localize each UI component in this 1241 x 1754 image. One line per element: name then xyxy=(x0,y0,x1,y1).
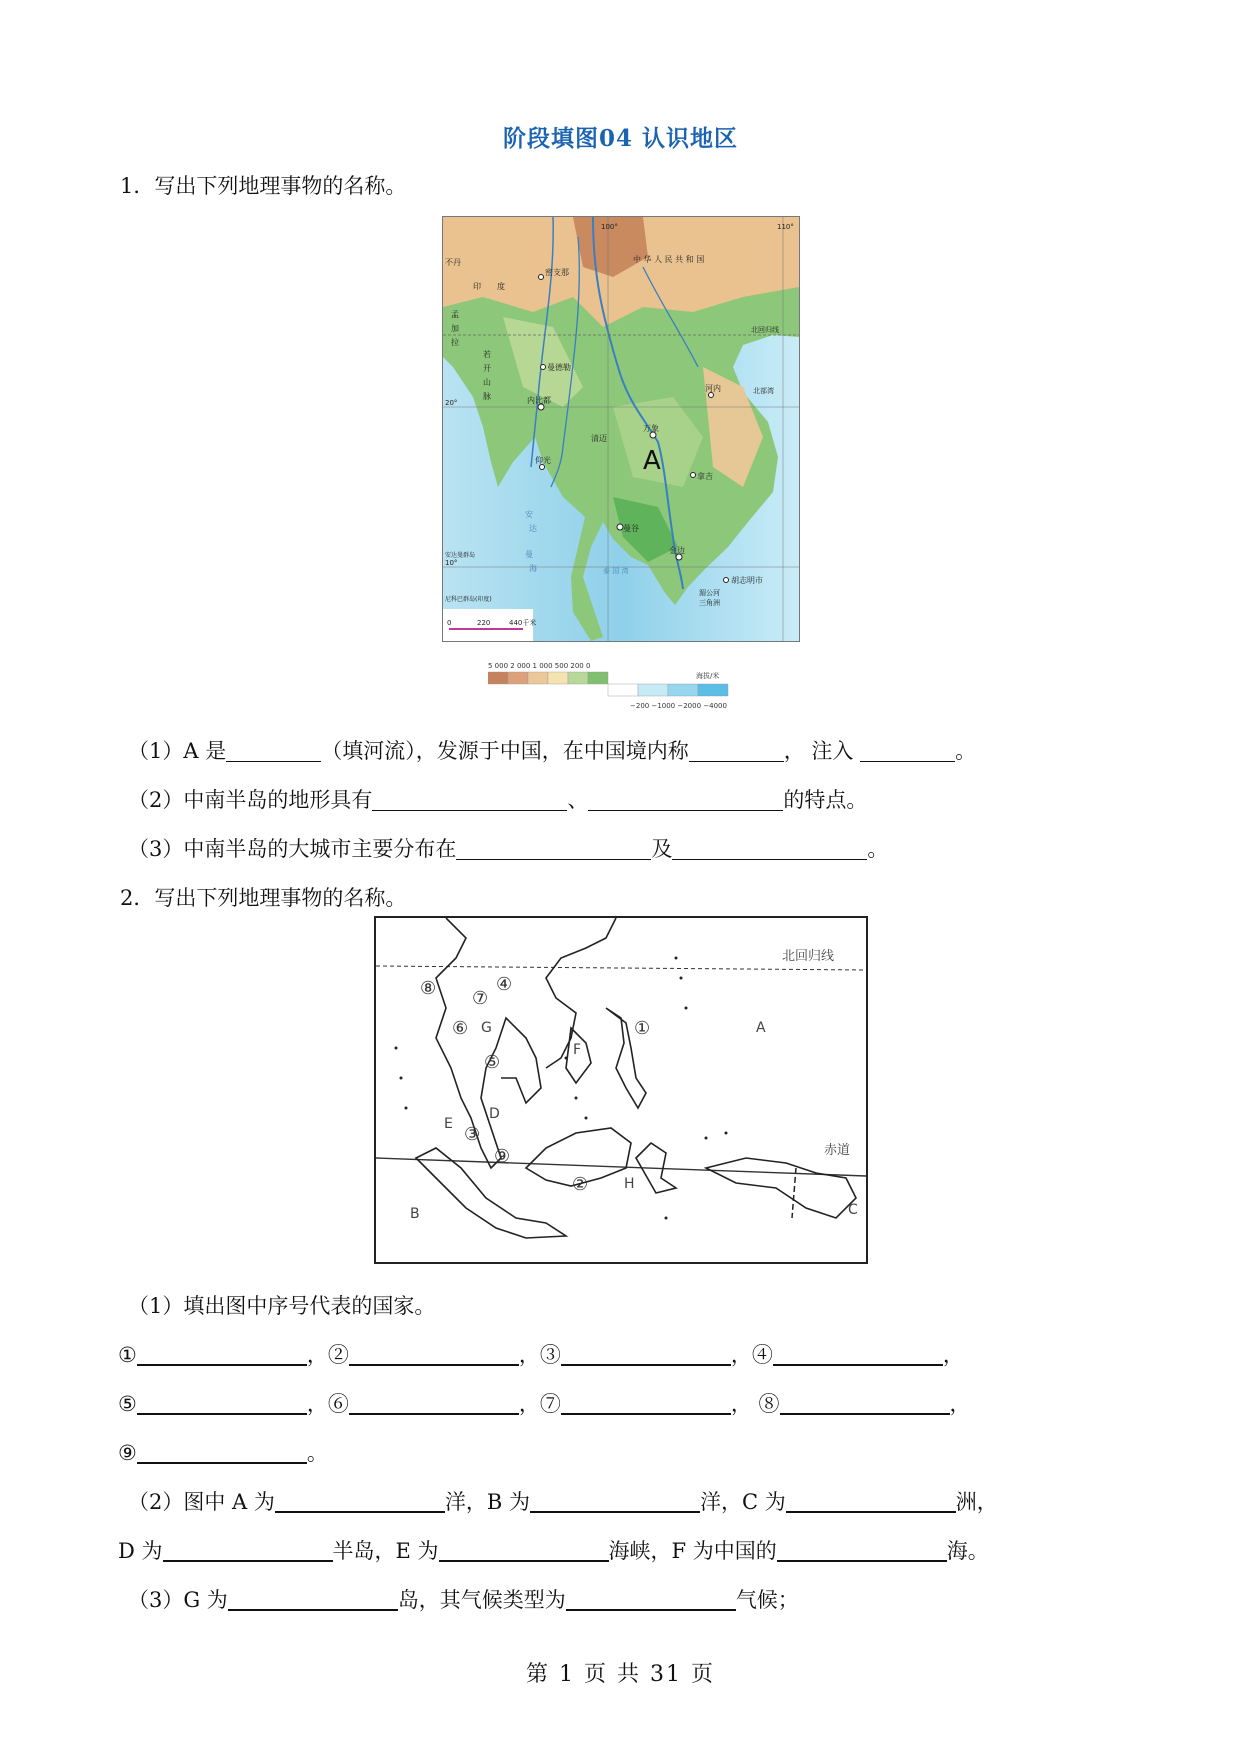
q2-row2-n7: ，⑦ xyxy=(518,1392,561,1416)
q1-sub2 xyxy=(128,786,867,814)
indochina-map-svg xyxy=(443,217,799,641)
legend-top-values: 5 000 2 000 1 000 500 200 0 xyxy=(488,662,591,670)
label-river-a: A xyxy=(643,446,661,476)
q1-sub3-text-c: 。 xyxy=(867,837,889,861)
q1-sub2-text-b: 、 xyxy=(567,788,589,812)
q1-heading: 1．写出下列地理事物的名称。 xyxy=(120,174,407,198)
q2-row1-n2: ，② xyxy=(306,1343,349,1367)
q2-blank-9[interactable] xyxy=(137,1440,307,1464)
coastlines xyxy=(416,918,856,1238)
q2-blank-peninsula-d[interactable] xyxy=(163,1538,333,1562)
q2-blank-8[interactable] xyxy=(780,1391,950,1415)
label-myitkyina: 密支那 xyxy=(545,268,569,277)
label-n4: ④ xyxy=(496,974,513,995)
q2-row2-n5: ⑤ xyxy=(118,1392,137,1416)
label-arakan4: 脉 xyxy=(483,392,491,401)
label-equator: 赤道 xyxy=(824,1143,851,1158)
q2-row1-end: ， xyxy=(942,1343,964,1367)
q2-row2 xyxy=(118,1390,971,1418)
q2-row2-end: ， xyxy=(949,1392,971,1416)
label-lon110: 110° xyxy=(777,223,794,231)
label-tonkin: 北部湾 xyxy=(753,387,774,395)
label-n7: ⑦ xyxy=(472,988,489,1009)
legend-svg xyxy=(488,660,758,710)
label-bangla3: 拉 xyxy=(451,338,459,347)
label-n1: ① xyxy=(634,1018,651,1039)
q2-blank-sea-f[interactable] xyxy=(777,1538,947,1562)
elevation-legend xyxy=(488,660,758,710)
legend-land-swatch xyxy=(488,672,508,684)
legend-unit: 海拔/米 xyxy=(696,672,720,680)
q2-part2b-text-a: D 为 xyxy=(118,1539,163,1563)
q2-blank-strait-e[interactable] xyxy=(439,1538,609,1562)
q2-row1-n3: ，③ xyxy=(518,1343,561,1367)
q2-part1: （1）填出图中序号代表的国家。 xyxy=(128,1294,436,1318)
label-sea-ad2: 达 xyxy=(529,524,537,533)
q2-part2a xyxy=(128,1488,998,1516)
label-n3: ③ xyxy=(464,1124,481,1145)
page-title: 阶段填图04 认识地区 xyxy=(502,125,738,152)
label-hcmc: 胡志明市 xyxy=(731,576,763,585)
label-gulf-thailand: 泰 国 湾 xyxy=(603,567,629,575)
q2-blank-5[interactable] xyxy=(137,1391,307,1415)
q1-sub2-blank-2[interactable] xyxy=(588,788,783,811)
label-pakse: 拿吉 xyxy=(697,472,713,481)
label-n8: ⑧ xyxy=(420,978,437,999)
q1-sub1-text-d: 。 xyxy=(955,739,977,763)
q2-row1 xyxy=(118,1341,964,1369)
southeast-asia-outline-map xyxy=(374,916,868,1264)
q2-row3-end: 。 xyxy=(306,1441,328,1465)
legend-land-swatch xyxy=(548,672,568,684)
label-bangla1: 孟 xyxy=(451,310,459,319)
q2-part2a-text-a: （2）图中 A 为 xyxy=(128,1490,275,1514)
q2-blank-ocean-b[interactable] xyxy=(530,1489,700,1513)
label-F: F xyxy=(573,1042,582,1058)
q2-row3 xyxy=(118,1439,328,1467)
q1-sub1-blank-china-name[interactable] xyxy=(689,739,784,762)
q1-sub1-blank-flows-into[interactable] xyxy=(860,739,955,762)
q1-sub2-blank-1[interactable] xyxy=(372,788,567,811)
label-n9: ⑨ xyxy=(494,1146,511,1167)
label-n6: ⑥ xyxy=(452,1018,469,1039)
q2-heading: 2．写出下列地理事物的名称。 xyxy=(120,886,407,910)
q1-sub1-text-b: （填河流），发源于中国，在中国境内称 xyxy=(321,739,689,763)
label-B: B xyxy=(410,1206,420,1222)
label-G: G xyxy=(481,1020,492,1036)
coast-new-guinea xyxy=(706,1158,856,1218)
q2-row3-n9: ⑨ xyxy=(118,1441,137,1465)
border-new-guinea xyxy=(792,1168,796,1218)
label-arakan2: 开 xyxy=(483,364,491,373)
q2-row1-n4: ，④ xyxy=(730,1343,773,1367)
q2-row2-n6: ，⑥ xyxy=(306,1392,349,1416)
label-D: D xyxy=(489,1106,500,1122)
label-andaman-islands: 安达曼群岛 xyxy=(445,552,476,559)
q2-part2b-text-d: 海。 xyxy=(946,1539,989,1563)
label-lat10: 10° xyxy=(445,559,458,567)
label-scale440: 440千米 xyxy=(509,619,537,627)
tropic-line xyxy=(376,966,866,970)
legend-sea-swatches xyxy=(608,684,728,696)
indochina-topographic-map xyxy=(442,216,800,642)
q2-row2-n8: ， ⑧ xyxy=(730,1392,780,1416)
legend-land-swatch xyxy=(568,672,588,684)
label-sea-ad4: 海 xyxy=(529,564,537,573)
q1-sub1-text-c: ， 注入 xyxy=(783,739,854,763)
label-india1: 印 xyxy=(473,282,481,291)
q2-blank-1[interactable] xyxy=(137,1342,307,1366)
label-chiangmai: 清迈 xyxy=(591,434,607,443)
q1-sub1-text-a: （1）A 是 xyxy=(128,739,227,763)
q1-sub3-text-a: （3）中南半岛的大城市主要分布在 xyxy=(128,837,457,861)
legend-bottom-values: −200 −1000 −2000 −4000 xyxy=(630,702,727,710)
mandalay-dot xyxy=(541,365,546,370)
label-n5: ⑤ xyxy=(484,1052,501,1073)
q2-part3-text-a: （3）G 为 xyxy=(128,1588,228,1612)
label-bhutan: 不丹 xyxy=(445,258,461,267)
q2-blank-climate[interactable] xyxy=(566,1587,736,1611)
legend-sea-swatch xyxy=(638,684,668,696)
hanoi-dot xyxy=(709,393,714,398)
label-bangla2: 加 xyxy=(451,324,459,333)
legend-land-swatch xyxy=(508,672,528,684)
q2-part2b xyxy=(118,1537,989,1565)
q1-sub2-text-c: 的特点。 xyxy=(783,788,868,812)
label-sea-ad3: 曼 xyxy=(525,550,533,559)
label-india2: 度 xyxy=(497,282,505,291)
label-lat20: 20° xyxy=(445,399,458,407)
sea-map-svg xyxy=(376,918,866,1262)
label-nicobar: 尼科巴群岛(印度) xyxy=(445,596,492,603)
label-scale0: 0 xyxy=(447,619,452,627)
hcmc-dot xyxy=(724,578,729,583)
q1-sub1-blank-river[interactable] xyxy=(226,739,321,762)
coast-sumatra-java xyxy=(416,1148,566,1238)
legend-sea-swatch xyxy=(608,684,638,696)
label-C: C xyxy=(848,1202,858,1218)
q2-blank-3[interactable] xyxy=(561,1342,731,1366)
q2-part3-text-b: 岛，其气候类型为 xyxy=(397,1588,566,1612)
label-mandalay: 曼德勒 xyxy=(547,363,571,372)
q2-part2a-text-c: 洋，C 为 xyxy=(700,1490,786,1514)
page-footer: 第 1 页 共 31 页 xyxy=(526,1662,715,1687)
myitkyina-dot xyxy=(539,275,544,280)
legend-sea-swatch xyxy=(698,684,728,696)
label-mekongdelta1: 湄公河 xyxy=(699,589,720,597)
q2-part3 xyxy=(128,1586,799,1614)
label-arakan3: 山 xyxy=(483,378,491,387)
pakse-dot xyxy=(691,473,696,478)
q2-blank-2[interactable] xyxy=(349,1342,519,1366)
label-naypyidaw: 内比都 xyxy=(527,396,551,405)
label-lon100: 100° xyxy=(601,223,618,231)
label-tropic: 北回归线 xyxy=(782,949,835,964)
q2-part2b-text-b: 半岛，E 为 xyxy=(332,1539,439,1563)
q2-blank-island-g[interactable] xyxy=(228,1587,398,1611)
q2-part3-text-c: 气候； xyxy=(735,1588,799,1612)
q1-sub2-text-a: （2）中南半岛的地形具有 xyxy=(128,788,373,812)
q2-part2a-text-b: 洋，B 为 xyxy=(444,1490,530,1514)
label-sea-ad1: 安 xyxy=(525,510,533,519)
q1-sub3-blank-1[interactable] xyxy=(456,837,651,860)
label-H: H xyxy=(624,1176,635,1192)
legend-sea-swatch xyxy=(668,684,698,696)
q1-sub1 xyxy=(128,737,976,765)
label-china: 中 华 人 民 共 和 国 xyxy=(633,255,705,264)
legend-land-swatch xyxy=(528,672,548,684)
q2-part2b-text-c: 海峡，F 为中国的 xyxy=(608,1539,777,1563)
q2-row1-n1: ① xyxy=(118,1343,137,1367)
q2-blank-ocean-a[interactable] xyxy=(275,1489,445,1513)
label-yangon: 仰光 xyxy=(535,456,551,465)
label-arakan1: 若 xyxy=(483,350,491,359)
label-phnompenh: 金边 xyxy=(669,546,685,555)
label-tropic: 北回归线 xyxy=(751,326,779,334)
q2-part2a-text-d: 洲， xyxy=(955,1490,998,1514)
label-vientiane: 万象 xyxy=(643,424,659,433)
label-mekongdelta2: 三角洲 xyxy=(699,599,720,607)
q2-blank-6[interactable] xyxy=(349,1391,519,1415)
q1-sub3-blank-2[interactable] xyxy=(672,837,867,860)
island-dots xyxy=(395,957,728,1220)
label-n2: ② xyxy=(572,1174,589,1195)
q1-sub3 xyxy=(128,835,888,863)
label-A: A xyxy=(756,1020,766,1036)
q2-blank-4[interactable] xyxy=(773,1342,943,1366)
label-scale220: 220 xyxy=(477,619,491,627)
yangon-dot xyxy=(540,465,545,470)
q1-sub3-text-b: 及 xyxy=(651,837,673,861)
q2-blank-continent-c[interactable] xyxy=(786,1489,956,1513)
q2-blank-7[interactable] xyxy=(561,1391,731,1415)
legend-land-swatches xyxy=(488,672,608,684)
equator-line xyxy=(376,1158,866,1176)
label-hanoi: 河内 xyxy=(705,384,721,393)
label-bangkok: 曼谷 xyxy=(623,524,639,533)
legend-land-swatch xyxy=(588,672,608,684)
label-E: E xyxy=(444,1116,453,1132)
